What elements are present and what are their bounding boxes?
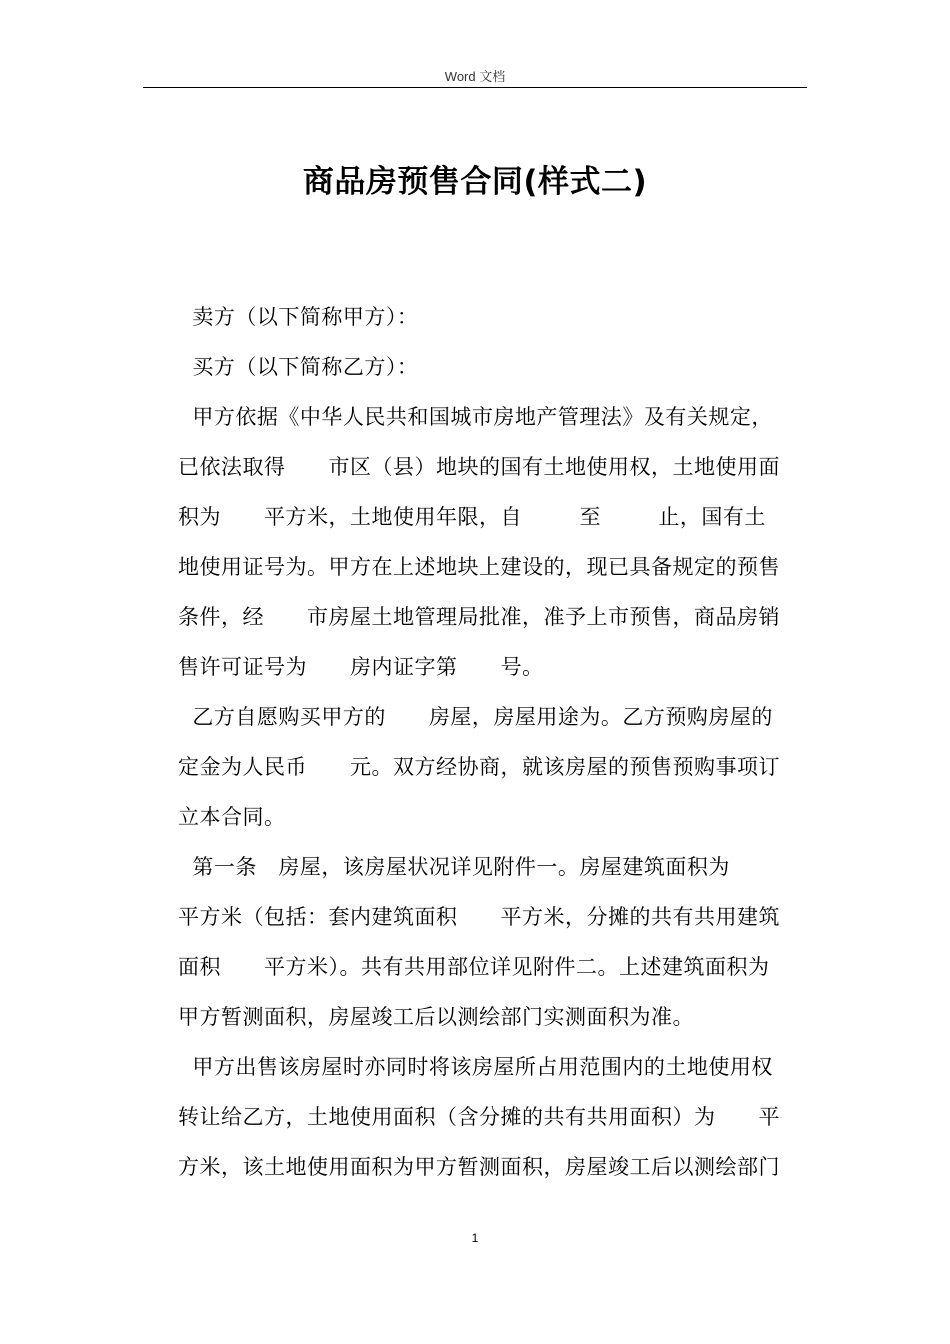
body-line: 甲方暂测面积，房屋竣工后以测绘部门实测面积为准。 (178, 1005, 694, 1029)
body-line: 卖方（以下简称甲方）： (178, 305, 419, 329)
page-header: Word 文档 (444, 69, 506, 84)
body-line: 方米，该土地使用面积为甲方暂测面积，房屋竣工后以测绘部门 (178, 1155, 780, 1179)
body-line: 积为 平方米，土地使用年限，自 至 止，国有土 (178, 505, 766, 529)
body-line: 第一条 房屋，该房屋状况详见附件一。房屋建筑面积为 (178, 855, 730, 879)
body-line: 售许可证号为 房内证字第 号。 (178, 655, 544, 679)
body-line: 甲方出售该房屋时亦同时将该房屋所占用范围内的土地使用权 (178, 1055, 773, 1079)
body-line: 已依法取得 市区（县）地块的国有土地使用权，土地使用面 (178, 455, 781, 479)
body-line: 乙方自愿购买甲方的 房屋，房屋用途为。乙方预购房屋的 (178, 705, 773, 729)
document-body (178, 298, 803, 1198)
header-rule (143, 87, 807, 88)
body-line: 定金为人民币 元。双方经协商，就该房屋的预售预购事项订 (178, 755, 781, 779)
page-number: 1 (471, 1231, 479, 1245)
body-line: 面积 平方米）。共有共用部位详见附件二。上述建筑面积为 (178, 955, 770, 979)
document-title: 商品房预售合同(样式二) (302, 164, 648, 200)
body-line: 地使用证号为。甲方在上述地块上建设的，现已具备规定的预售 (178, 555, 780, 579)
body-line: 买方（以下简称乙方）： (178, 355, 419, 379)
body-line: 甲方依据《中华人民共和国城市房地产管理法》及有关规定， (178, 405, 773, 429)
body-line: 平方米（包括：套内建筑面积 平方米，分摊的共有共用建筑 (178, 905, 781, 929)
body-line: 转让给乙方，土地使用面积（含分摊的共有共用面积）为 平 (178, 1105, 781, 1129)
body-line: 立本合同。 (178, 805, 286, 829)
body-line: 条件，经 市房屋土地管理局批准，准予上市预售，商品房销 (178, 605, 781, 629)
